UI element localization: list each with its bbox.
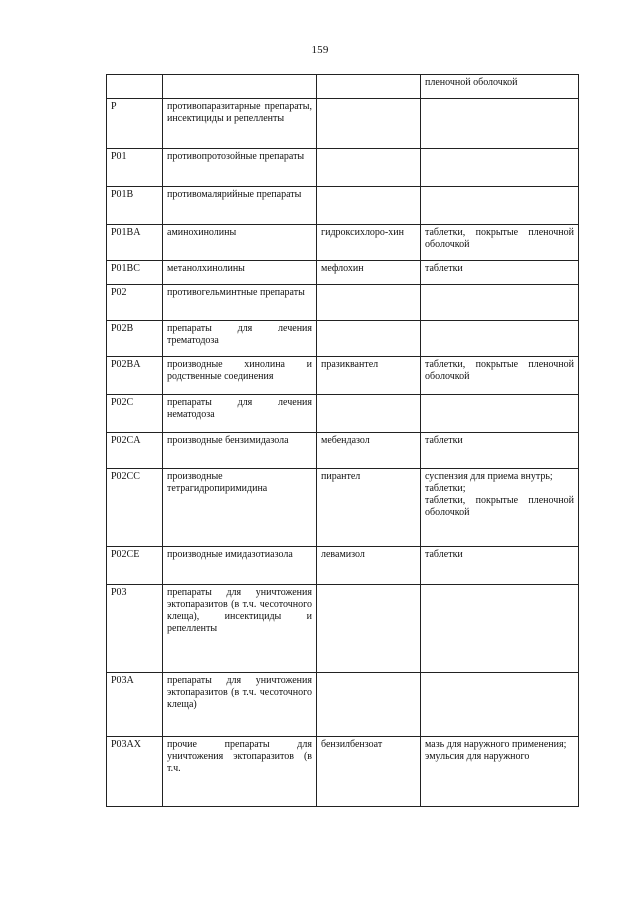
- drug-name-cell: мебендазол: [317, 433, 421, 469]
- drug-name-cell: пирантел: [317, 469, 421, 547]
- table-row: [107, 737, 579, 807]
- dosage-form-cell: [421, 433, 579, 469]
- atc-code-cell: P01: [107, 149, 163, 187]
- dosage-form-cell: [421, 395, 579, 433]
- dosage-form-line: таблетки;: [425, 483, 466, 494]
- dosage-form-cell: [421, 737, 579, 807]
- dosage-form-line: пленочной оболочкой: [425, 77, 518, 88]
- table-row: [107, 673, 579, 737]
- group-name-cell: препараты для уничтожения эктопаразитов (в т.ч. чесоточного клеща): [163, 673, 317, 737]
- group-name-cell: противопротозойные препараты: [163, 149, 317, 187]
- atc-code-cell: P02BA: [107, 357, 163, 395]
- table-row: [107, 395, 579, 433]
- drug-name-cell: [317, 75, 421, 99]
- drug-name-cell: левамизол: [317, 547, 421, 585]
- dosage-form-cell: [421, 149, 579, 187]
- drug-name-cell: [317, 673, 421, 737]
- dosage-form-cell: [421, 75, 579, 99]
- drug-name-cell: [317, 585, 421, 673]
- dosage-form-line: таблетки, покрытые пленочной оболочкой: [425, 227, 574, 250]
- group-name-cell: метанолхинолины: [163, 261, 317, 285]
- table-row: [107, 261, 579, 285]
- table-row: [107, 321, 579, 357]
- table-row: [107, 357, 579, 395]
- group-name-cell: производные имидазотиазола: [163, 547, 317, 585]
- atc-code-cell: P02: [107, 285, 163, 321]
- drug-name-cell: [317, 149, 421, 187]
- dosage-form-cell: [421, 225, 579, 261]
- drug-name-cell: [317, 395, 421, 433]
- drug-name-cell: мефлохин: [317, 261, 421, 285]
- dosage-form-line: таблетки: [425, 263, 463, 274]
- group-name-cell: противопаразитарные препараты, инсектициды и репелленты: [163, 99, 317, 149]
- drug-name-cell: бензилбензоат: [317, 737, 421, 807]
- atc-code-cell: P03A: [107, 673, 163, 737]
- dosage-form-cell: [421, 357, 579, 395]
- group-name-cell: производные тетрагидропиримидина: [163, 469, 317, 547]
- atc-code-cell: P01BC: [107, 261, 163, 285]
- table-row: [107, 433, 579, 469]
- dosage-form-cell: [421, 547, 579, 585]
- atc-code-cell: P02CA: [107, 433, 163, 469]
- atc-code-cell: P01B: [107, 187, 163, 225]
- table-row: [107, 225, 579, 261]
- table-row: [107, 585, 579, 673]
- atc-code-cell: P03: [107, 585, 163, 673]
- dosage-form-line: эмульсия для наружного: [425, 751, 530, 762]
- atc-code-cell: [107, 75, 163, 99]
- dosage-form-line: таблетки: [425, 549, 463, 560]
- dosage-form-cell: [421, 187, 579, 225]
- table-row: [107, 469, 579, 547]
- dosage-form-cell: [421, 469, 579, 547]
- group-name-cell: противомалярийные препараты: [163, 187, 317, 225]
- drug-name-cell: празиквантел: [317, 357, 421, 395]
- atc-code-cell: P02CC: [107, 469, 163, 547]
- table-row: [107, 149, 579, 187]
- group-name-cell: препараты для лечения нематодоза: [163, 395, 317, 433]
- drug-name-cell: гидроксихлоро-хин: [317, 225, 421, 261]
- atc-code-cell: P02B: [107, 321, 163, 357]
- dosage-form-line: суспензия для приема внутрь;: [425, 471, 553, 482]
- dosage-form-line: таблетки, покрытые пленочной оболочкой: [425, 495, 574, 518]
- group-name-cell: [163, 75, 317, 99]
- group-name-cell: аминохинолины: [163, 225, 317, 261]
- drug-name-cell: [317, 321, 421, 357]
- table-row: [107, 75, 579, 99]
- group-name-cell: противогельминтные препараты: [163, 285, 317, 321]
- atc-code-cell: P03AX: [107, 737, 163, 807]
- atc-code-cell: P01BA: [107, 225, 163, 261]
- page-number: 159: [311, 44, 329, 56]
- dosage-form-cell: [421, 673, 579, 737]
- group-name-cell: производные бензимидазола: [163, 433, 317, 469]
- dosage-form-cell: [421, 321, 579, 357]
- drug-name-cell: [317, 99, 421, 149]
- group-name-cell: препараты для лечения трематодоза: [163, 321, 317, 357]
- drug-name-cell: [317, 285, 421, 321]
- dosage-form-line: таблетки, покрытые пленочной оболочкой: [425, 359, 574, 382]
- dosage-form-cell: [421, 285, 579, 321]
- dosage-form-line: таблетки: [425, 435, 463, 446]
- drug-table: [106, 74, 579, 807]
- table-body: [107, 75, 579, 807]
- table-row: [107, 285, 579, 321]
- atc-code-cell: P: [107, 99, 163, 149]
- table-row: [107, 187, 579, 225]
- group-name-cell: препараты для уничтожения эктопаразитов (в т.ч. чесоточного клеща), инсектициды и репелленты: [163, 585, 317, 673]
- dosage-form-cell: [421, 585, 579, 673]
- table-row: [107, 547, 579, 585]
- table-row: [107, 99, 579, 149]
- atc-code-cell: P02C: [107, 395, 163, 433]
- dosage-form-cell: [421, 99, 579, 149]
- dosage-form-cell: [421, 261, 579, 285]
- group-name-cell: прочие препараты для уничтожения эктопаразитов (в т.ч.: [163, 737, 317, 807]
- drug-name-cell: [317, 187, 421, 225]
- dosage-form-line: мазь для наружного применения;: [425, 739, 567, 750]
- atc-code-cell: P02CE: [107, 547, 163, 585]
- group-name-cell: производные хинолина и родственные соединения: [163, 357, 317, 395]
